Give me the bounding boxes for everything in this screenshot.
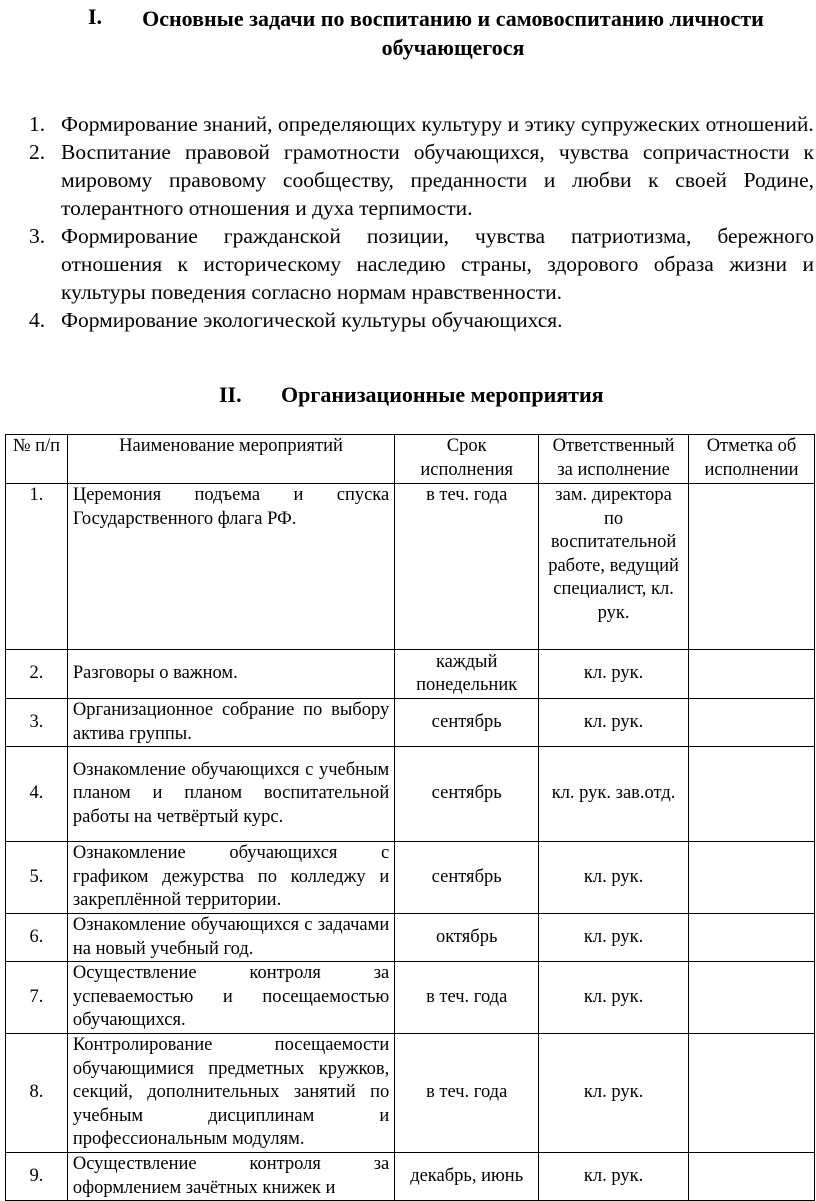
table-row — [6, 842, 815, 914]
cell-number: 7. — [6, 962, 68, 1034]
header-responsible: Ответственный за исполнение — [539, 435, 689, 484]
cell-number: 5. — [6, 842, 68, 914]
cell-number: 8. — [6, 1034, 68, 1153]
task-number: 2. — [29, 140, 46, 164]
cell-number: 9. — [6, 1153, 68, 1201]
cell-responsible: кл. рук. — [539, 1034, 689, 1153]
cell-mark — [689, 747, 815, 842]
cell-term: декабрь, июнь — [395, 1153, 539, 1201]
cell-responsible: кл. рук. — [539, 962, 689, 1034]
header-term: Срок исполнения — [395, 435, 539, 484]
cell-mark — [689, 699, 815, 747]
cell-number: 4. — [6, 747, 68, 842]
cell-name: Организационное собрание по выбору актива группы. — [67, 699, 394, 747]
section-2-title: Организационные мероприятия — [281, 382, 604, 407]
cell-term: в теч. года — [395, 962, 539, 1034]
cell-responsible: кл. рук. — [539, 842, 689, 914]
cell-mark — [689, 650, 815, 699]
cell-mark — [689, 1034, 815, 1153]
task-number: 1. — [29, 112, 46, 136]
cell-name: Ознакомление обучающихся с учебным планом и планом воспитательной работы на четвёртый курс. — [67, 747, 394, 842]
task-item — [0, 138, 816, 222]
cell-name: Разговоры о важном. — [67, 650, 394, 699]
cell-term: октябрь — [395, 914, 539, 962]
table-row — [6, 650, 815, 699]
task-number: 4. — [29, 308, 46, 332]
table-row — [6, 914, 815, 962]
events-table — [5, 434, 815, 1201]
cell-term: в теч. года — [395, 1034, 539, 1153]
table-row — [6, 962, 815, 1034]
table-header-row — [6, 435, 815, 484]
section-1-number: I. — [88, 4, 103, 29]
table-row — [6, 699, 815, 747]
task-text: Воспитание правовой грамотности обучающихся, чувства сопричастности к мировому правовому сообществу, преданности и любви к своей Родине, толерантного отношения и духа терпимости. — [61, 140, 814, 220]
cell-term: сентябрь — [395, 747, 539, 842]
cell-name: Церемония подъема и спуска Государственного флага РФ. — [67, 484, 394, 650]
cell-mark — [689, 962, 815, 1034]
cell-term: сентябрь — [395, 842, 539, 914]
tasks-list — [0, 110, 816, 334]
header-name: Наименование мероприятий — [67, 435, 394, 484]
task-text: Формирование экологической культуры обучающихся. — [61, 308, 563, 332]
cell-mark — [689, 914, 815, 962]
cell-number: 2. — [6, 650, 68, 699]
cell-mark — [689, 484, 815, 650]
cell-responsible: зам. директора по воспитательной работе, ведущий специалист, кл. рук. — [539, 484, 689, 650]
cell-mark — [689, 842, 815, 914]
cell-mark — [689, 1153, 815, 1201]
table-row — [6, 1034, 815, 1153]
cell-name: Контролирование посещаемости обучающимися предметных кружков, секций, дополнительных занятий по учебным дисциплинам и профессиональным модулям. — [67, 1034, 394, 1153]
cell-responsible: кл. рук. — [539, 914, 689, 962]
table-row — [6, 484, 815, 650]
cell-responsible: кл. рук. — [539, 650, 689, 699]
cell-responsible: кл. рук. — [539, 1153, 689, 1201]
header-number: № п/п — [6, 435, 68, 484]
section-1-title: Основные задачи по воспитанию и самовоспитанию личности обучающегося — [142, 6, 764, 60]
cell-name: Осуществление контроля за оформлением зачётных книжек и — [67, 1153, 394, 1201]
section-2-number: II. — [219, 382, 242, 407]
cell-number: 1. — [6, 484, 68, 650]
task-number: 3. — [29, 224, 46, 248]
cell-name: Ознакомление обучающихся с графиком дежурства по колледжу и закреплённой территории. — [67, 842, 394, 914]
task-item — [0, 306, 816, 334]
cell-number: 3. — [6, 699, 68, 747]
cell-responsible: кл. рук. — [539, 699, 689, 747]
table-row — [6, 1153, 815, 1201]
cell-term: каждый понедельник — [395, 650, 539, 699]
cell-term: сентябрь — [395, 699, 539, 747]
task-item — [0, 110, 816, 138]
cell-name: Ознакомление обучающихся с задачами на новый учебный год. — [67, 914, 394, 962]
task-text: Формирование гражданской позиции, чувства патриотизма, бережного отношения к историческому наследию страны, здорового образа жизни и культуры поведения согласно нормам нравственности. — [61, 224, 814, 304]
cell-name: Осуществление контроля за успеваемостью и посещаемостью обучающихся. — [67, 962, 394, 1034]
cell-term: в теч. года — [395, 484, 539, 650]
cell-responsible: кл. рук. зав.отд. — [539, 747, 689, 842]
cell-number: 6. — [6, 914, 68, 962]
header-mark: Отметка об исполнении — [689, 435, 815, 484]
table-row — [6, 747, 815, 842]
task-item — [0, 222, 816, 306]
task-text: Формирование знаний, определяющих культуру и этику супружеских отношений. — [61, 112, 814, 136]
